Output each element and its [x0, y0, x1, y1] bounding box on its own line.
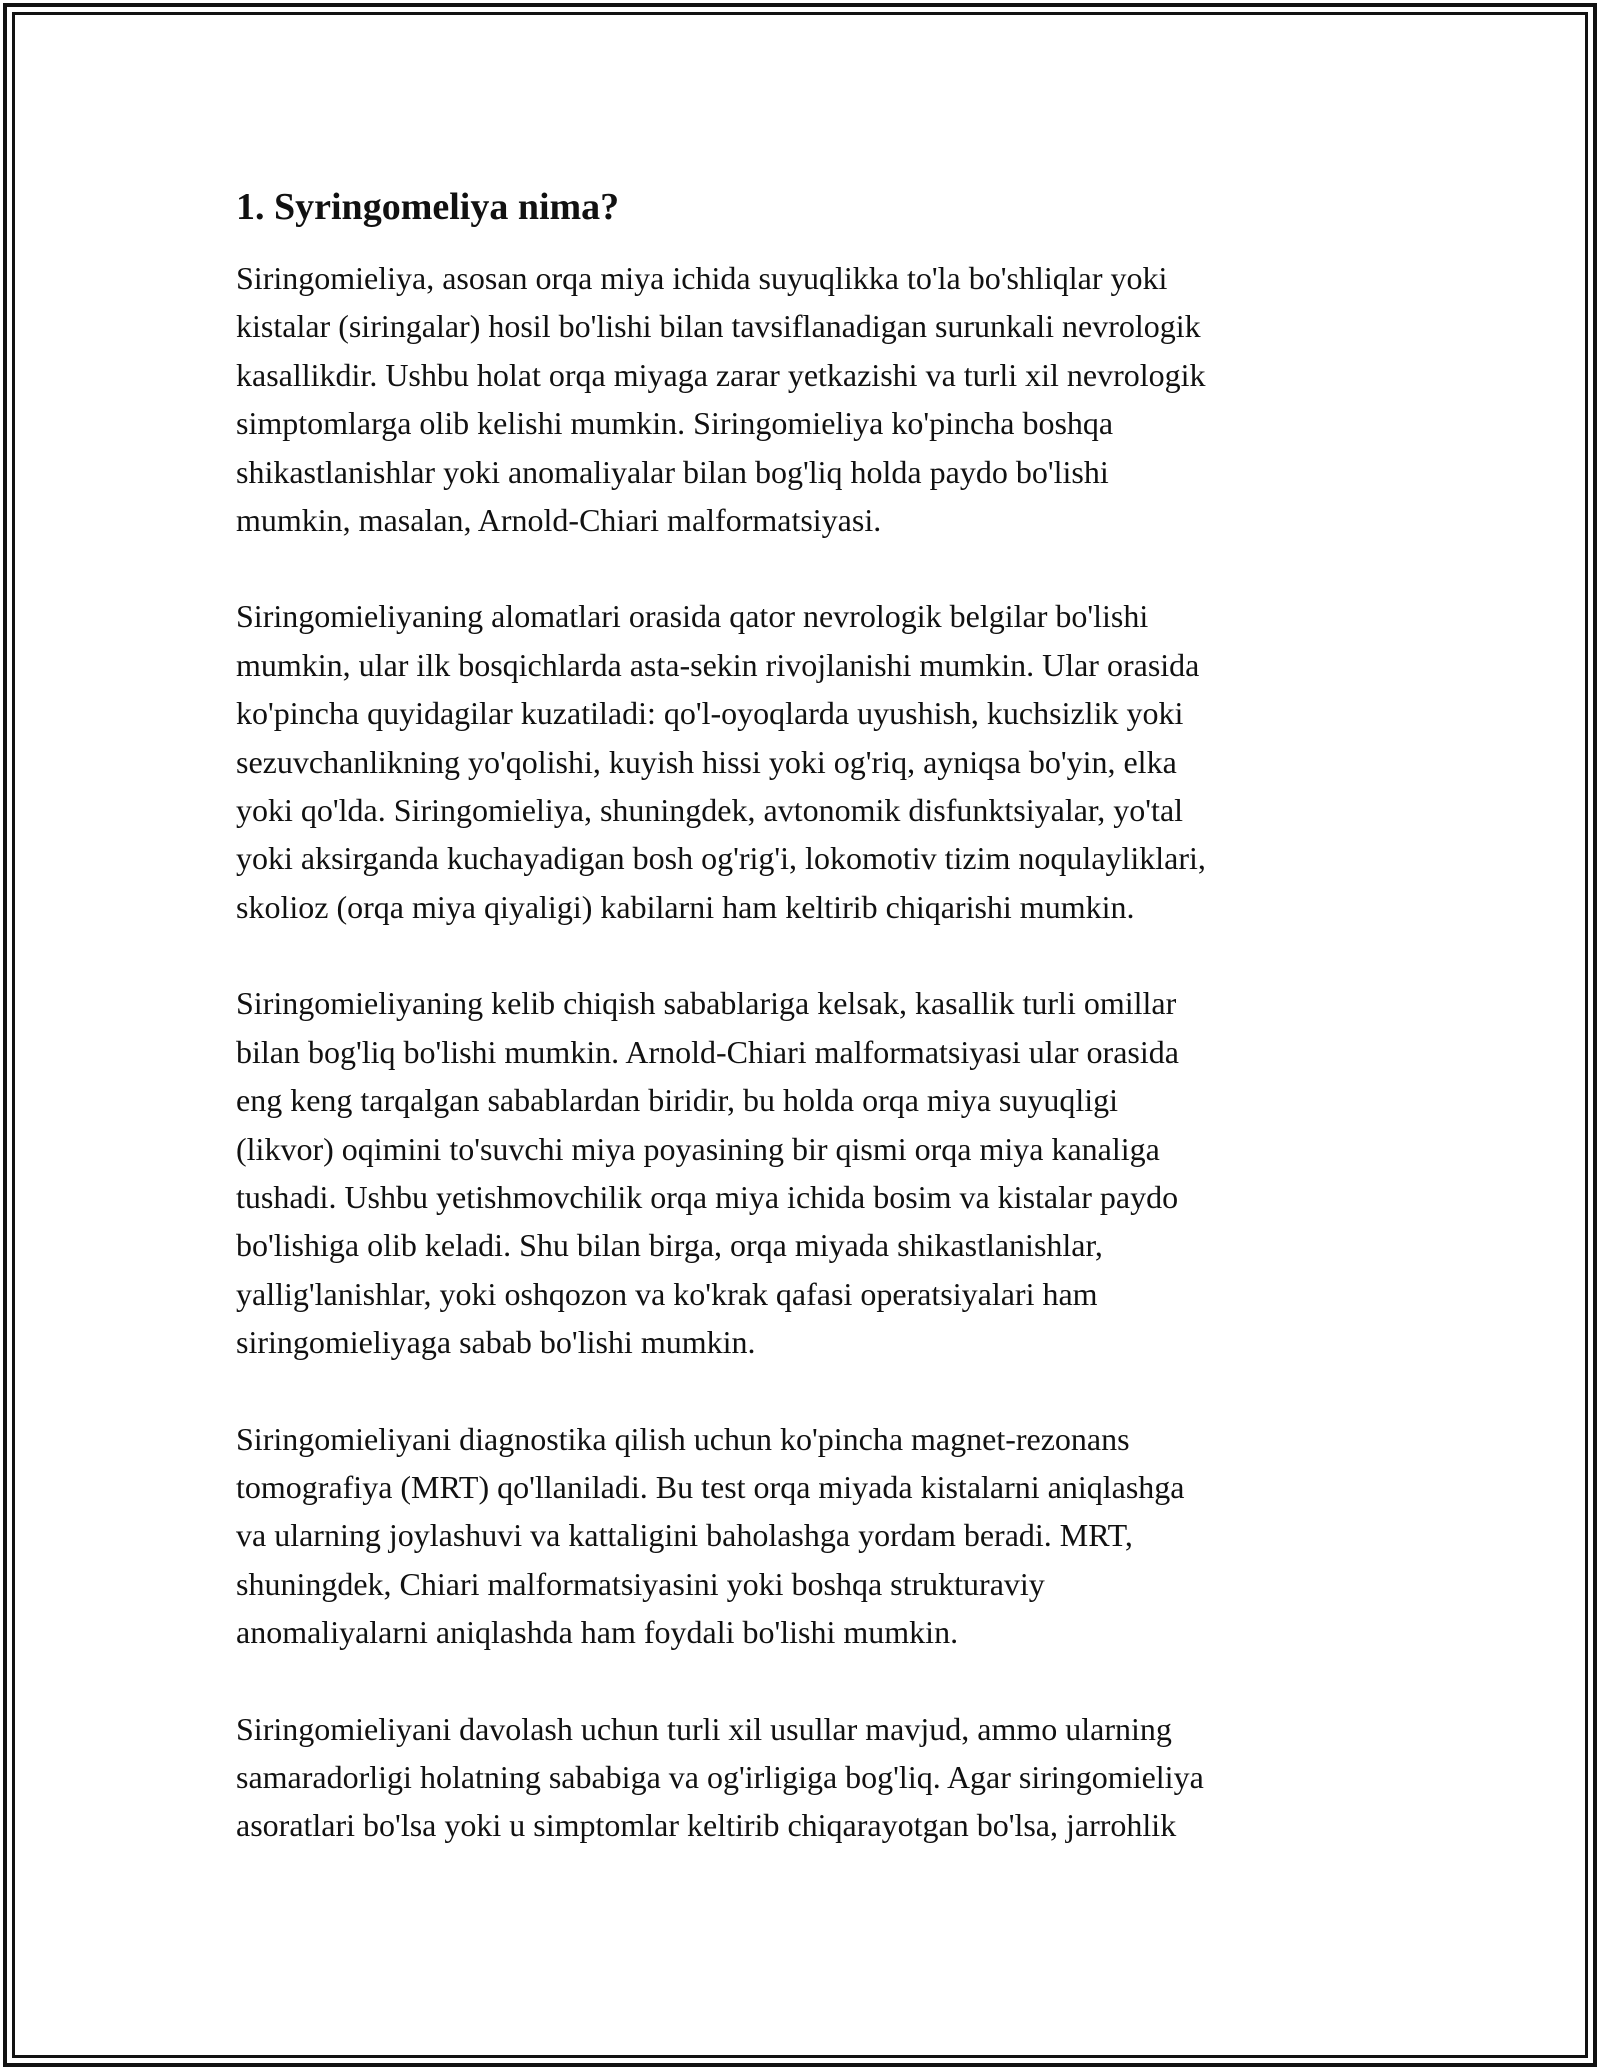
- text-line: va ularning joylashuvi va kattaligini baholashga yordam beradi. MRT,: [236, 1517, 1133, 1554]
- text-line: Siringomieliyani davolash uchun turli xil usullar mavjud, ammo ularning: [236, 1710, 1172, 1747]
- text-line: eng keng tarqalgan sabablardan biridir, bu holda orqa miya suyuqligi: [236, 1082, 1119, 1119]
- section-heading: 1. Syringomeliya nima?: [236, 186, 620, 228]
- text-line: Siringomieliya, asosan orqa miya ichida suyuqlikka to'la bo'shliqlar yoki: [236, 260, 1168, 296]
- text-line: shuningdek, Chiari malformatsiyasini yoki boshqa strukturaviy: [236, 1565, 1045, 1602]
- text-line: mumkin, ular ilk bosqichlarda asta-sekin rivojlanishi mumkin. Ular orasida: [236, 646, 1200, 683]
- text-line: mumkin, masalan, Arnold-Chiari malformatsiyasi.: [236, 502, 882, 539]
- text-line: bilan bog'liq bo'lishi mumkin. Arnold-Chiari malformatsiyasi ular orasida: [236, 1033, 1179, 1070]
- paragraph-symptoms: [236, 592, 1366, 931]
- text-line: skolioz (orqa miya qiyaligi) kabilarni ham keltirib chiqarishi mumkin.: [236, 888, 1135, 925]
- text-line: asoratlari bo'lsa yoki u simptomlar keltirib chiqarayotgan bo'lsa, jarrohlik: [236, 1807, 1177, 1844]
- text-line: bo'lishiga olib keladi. Shu bilan birga, orqa miyada shikastlanishlar,: [236, 1227, 1103, 1264]
- paragraph-causes: [236, 979, 1366, 1366]
- text-line: kistalar (siringalar) hosil bo'lishi bilan tavsiflanadigan surunkali nevrologik: [236, 308, 1201, 345]
- text-line: sezuvchanlikning yo'qolishi, kuyish hissi yoki og'riq, ayniqsa bo'yin, elka: [236, 743, 1177, 780]
- text-line: tomografiya (MRT) qo'llaniladi. Bu test orqa miyada kistalarni aniqlashga: [236, 1468, 1185, 1505]
- text-line: Siringomieliyani diagnostika qilish uchun ko'pincha magnet-rezonans: [236, 1420, 1130, 1457]
- paragraph-definition: [236, 254, 1366, 544]
- document-body: [236, 182, 1366, 1898]
- text-line: Siringomieliyaning kelib chiqish sabablariga kelsak, kasallik turli omillar: [236, 985, 1177, 1022]
- paragraph-diagnosis: [236, 1415, 1366, 1657]
- text-line: samaradorligi holatning sababiga va og'irligiga bog'liq. Agar siringomieliya: [236, 1758, 1204, 1795]
- text-line: yoki qo'lda. Siringomieliya, shuningdek, avtonomik disfunktsiyalar, yo'tal: [236, 792, 1184, 829]
- text-line: siringomieliyaga sabab bo'lishi mumkin.: [236, 1324, 756, 1361]
- text-line: ko'pincha quyidagilar kuzatiladi: qo'l-oyoqlarda uyushish, kuchsizlik yoki: [236, 695, 1184, 732]
- text-line: anomaliyalarni aniqlashda ham foydali bo'lishi mumkin.: [236, 1614, 959, 1651]
- text-line: (likvor) oqimini to'suvchi miya poyasining bir qismi orqa miya kanaliga: [236, 1130, 1160, 1167]
- text-line: yoki aksirganda kuchayadigan bosh og'rig'i, lokomotiv tizim noqulayliklari,: [236, 840, 1206, 877]
- paragraph-treatment: [236, 1705, 1366, 1850]
- text-line: yallig'lanishlar, yoki oshqozon va ko'krak qafasi operatsiyalari ham: [236, 1275, 1098, 1312]
- text-line: simptomlarga olib kelishi mumkin. Siringomieliya ko'pincha boshqa: [236, 405, 1114, 442]
- text-line: shikastlanishlar yoki anomaliyalar bilan bog'liq holda paydo bo'lishi: [236, 453, 1109, 490]
- text-line: Siringomieliyaning alomatlari orasida qator nevrologik belgilar bo'lishi: [236, 598, 1149, 635]
- text-line: tushadi. Ushbu yetishmovchilik orqa miya ichida bosim va kistalar paydo: [236, 1178, 1179, 1215]
- text-line: kasallikdir. Ushbu holat orqa miyaga zarar yetkazishi va turli xil nevrologik: [236, 356, 1206, 393]
